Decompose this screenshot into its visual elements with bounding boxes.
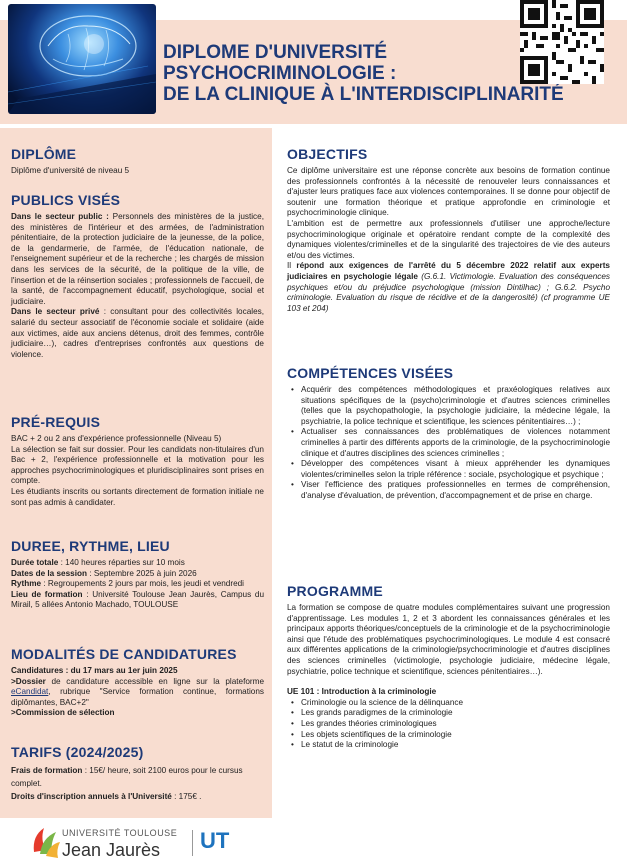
ue-item: • Les grandes théories criminologiques <box>289 719 610 730</box>
brain-illustration <box>8 4 156 114</box>
section-modalites <box>11 646 264 719</box>
duree-rythme-label: Rythme <box>11 579 42 589</box>
publics-private-label: Dans le secteur privé <box>11 307 100 317</box>
duree-lieu-label: Lieu de formation <box>11 589 83 599</box>
duree-total-text: : 140 heures réparties sur 10 mois <box>58 558 185 567</box>
tarifs-heading: TARIFS (2024/2025) <box>11 744 144 760</box>
duree-total <box>11 558 264 569</box>
tarifs-frais-label: Frais de formation <box>11 766 83 775</box>
section-prerequis <box>11 414 264 508</box>
university-name-line-1: UNIVERSITÉ TOULOUSE <box>62 828 178 838</box>
tarifs-droits-label: Droits d'inscription annuels à l'Université <box>11 792 172 801</box>
section-duree <box>11 538 264 611</box>
section-objectifs <box>287 146 610 314</box>
modalites-candidatures <box>11 666 264 677</box>
programme-heading: PROGRAMME <box>287 583 383 599</box>
publics-public-text: Personnels des ministères de la justice, des ministères de l'intérieur et des armées, de l'administration pénitentiaire, de la protection judiciaire de la jeunesse, de la police, de la gendarmerie, de l'armée, de l'éducation nationale, de l'enseignement supérieur et de la recherche ; les chargés de mission dans les services de la sécurité, de la politique de la ville, de l'insertion et de la réinsertion sociales ; professionnels de l'accueil, de la santé, de l'accompagnement éducatif, psychologique, social et judiciaire. <box>11 212 264 306</box>
qr-code[interactable] <box>520 0 604 84</box>
tarifs-frais-text: : 15€/ heure, soit 2100 euros pour le cursus complet. <box>11 766 243 788</box>
publics-private-paragraph <box>11 307 264 360</box>
objectifs-heading: OBJECTIFS <box>287 146 368 162</box>
diplome-heading: DIPLÔME <box>11 146 77 162</box>
duree-dates-label: Dates de la session <box>11 568 87 578</box>
duree-heading: DUREE, RYTHME, LIEU <box>11 538 170 554</box>
ue-title: UE 101 : Introduction à la criminologie <box>287 687 437 697</box>
publics-private-text: : consultant pour des collectivités locales, salarié du secteur associatif de l'économie sociale et solidaire (aide aux victimes, aide aux anciens détenus, droit des femmes, contrôle judiciaire…), cadres d'entreprises confrontés aux questions de violence. <box>11 307 264 359</box>
ue-item: • Le statut de la criminologie <box>289 740 610 751</box>
duree-lieu-text: : Université Toulouse Jean Jaurès, Campus du Mirail, 5 allées Antonio Machado, TOULOUSE <box>11 589 265 610</box>
title-line-3: DE LA CLINIQUE À L'INTERDISCIPLINARITÉ <box>163 84 564 105</box>
section-publics <box>11 192 264 360</box>
prerequis-line-1: BAC + 2 ou 2 ans d'expérience professionnelle (Niveau 5) <box>11 434 222 443</box>
prerequis-heading: PRÉ-REQUIS <box>11 414 101 430</box>
section-programme <box>287 583 610 751</box>
title-line-1: DIPLOME D'UNIVERSITÉ <box>163 42 388 63</box>
duree-rythme <box>11 579 264 590</box>
tarifs-droits <box>11 790 264 803</box>
section-competences <box>287 365 610 502</box>
header <box>0 0 627 124</box>
modalites-dossier-text-1: de candidature accessible en ligne sur la plateforme <box>45 676 264 686</box>
title-line-2: PSYCHOCRIMINOLOGIE : <box>163 63 397 84</box>
ue-item: • Les objets scientifiques de la criminologie <box>289 730 610 741</box>
objectifs-p3-italic: (G.6.1. Victimologie. Evaluation des conséquences psychiques et/ou du préjudice psychologique (mission Dintilhac) ; G.6.2. Psycho criminologie. Evaluation du risque de récidive et de la dangerosité) (cf programme UE 103 et 204) <box>287 271 610 313</box>
prerequis-line-3: Les étudiants inscrits ou sortants directement de formation initiale ne sont pas admis à candidater. <box>11 486 264 507</box>
ue-item: • Criminologie ou la science de la délinquance <box>289 698 610 709</box>
competence-item: • Actualiser ses connaissances des problématiques de violences notamment criminelles à partir des différents apports de la criminologie, de la psychocriminologie clinique et d'autres disciplines des sciences criminelles ; <box>289 427 610 459</box>
diplome-text: Diplôme d'université de niveau 5 <box>11 166 130 175</box>
university-name-line-2: Jean Jaurès <box>62 840 161 860</box>
section-diplome <box>11 146 264 177</box>
section-tarifs <box>11 744 264 803</box>
publics-heading: PUBLICS VISÉS <box>11 192 121 208</box>
objectifs-p3-bold: répond aux exigences de l'arrêté du 5 décembre 2022 relatif aux experts judiciaires en psychologie légale <box>287 261 610 281</box>
modalites-dossier-text-2: , rubrique "Service formation continue, formations diplômantes, BAC+2" <box>11 687 264 707</box>
objectifs-p3-start: Il <box>287 261 297 271</box>
tarifs-droits-text: : 175€ . <box>171 792 202 801</box>
objectifs-paragraph-3 <box>287 261 610 314</box>
competence-item: • Acquérir des compétences méthodologiques et praxéologiques relatives aux situations spécifiques de la (psycho)criminologie et d'autres sciences criminelles (telles que la psychopathologie, la psychologie judiciaire, la médecine légale, la psychiatrie, la police technique et scientifique, les sciences pénitentiaires…) ; <box>289 385 610 427</box>
ue-list <box>287 698 610 751</box>
modalites-heading: MODALITÉS DE CANDIDATURES <box>11 646 237 662</box>
objectifs-paragraph-1: Ce diplôme universitaire est une réponse concrète aux besoins de formation continue des professionnels confrontés à la nécessité de renouveler leurs connaissances et d'ajuster leurs pratiques face aux violences contemporaines. Il se donne pour objectif de soutenir une formation théorique et pratique approfondie en criminologie et psychocriminologie clinique. <box>287 166 610 218</box>
competences-heading: COMPÉTENCES VISÉES <box>287 365 454 381</box>
modalites-commission <box>11 708 264 719</box>
publics-public-label: Dans le secteur public : <box>11 212 109 221</box>
modalites-commission-text: >Commission de sélection <box>11 708 115 718</box>
publics-public-paragraph <box>11 212 264 307</box>
duree-dates <box>11 569 264 580</box>
modalites-dossier-label: >Dossier <box>11 676 46 686</box>
ue-item: • Les grands paradigmes de la criminologie <box>289 708 610 719</box>
logo-divider <box>192 830 193 856</box>
university-logo-icon <box>30 822 62 860</box>
competences-list <box>287 385 610 502</box>
modalites-dossier <box>11 677 264 709</box>
competence-item: • Développer des compétences visant à mieux appréhender les dynamiques violentes/criminelles selon la triple référence : sociale, psychologique et psychique ; <box>289 459 610 480</box>
prerequis-line-2: La sélection se fait sur dossier. Pour les candidats non-titulaires d'un Bac + 2, l'expérience professionnelle et la motivation pour les approches psychocriminologiques et pluridisciplinaires sont prises en compte. <box>11 444 264 486</box>
duree-rythme-text: : Regroupements 2 jours par mois, les jeudi et vendredi <box>41 579 245 589</box>
duree-lieu <box>11 590 264 611</box>
tarifs-frais <box>11 764 264 790</box>
competence-item: • Viser l'efficience des pratiques professionnelles en termes de compréhension, d'analyse d'évaluation, de prévention, d'accompagnement et de prise en charge. <box>289 480 610 501</box>
ut-logo: UT <box>200 828 230 853</box>
objectifs-paragraph-2: L'ambition est de permettre aux professionnels d'utiliser une approche/lecture psychocriminologique originale et opératoire rendant compte de la complexité des dynamiques violentes/criminelles et de la singularité des trajectoires de vie des auteurs et/ou des victimes. <box>287 218 610 260</box>
duree-dates-text: : Septembre 2025 à juin 2026 <box>87 568 197 578</box>
ecandidat-link[interactable]: eCandidat <box>11 687 49 697</box>
modalites-candidatures-text: Candidatures : du 17 mars au 1er juin 2025 <box>11 666 178 675</box>
duree-total-label: Durée totale <box>11 558 59 567</box>
programme-intro: La formation se compose de quatre modules complémentaires suivant une progression d'apprentissage. Les modules 1, 2 et 3 abordent les connaissances générales et les principaux apports théoriques/conceptuels de la criminologie et de la psychocriminologie ainsi que l'étude des problématiques psychocriminologiques. Le module 4 est consacré aux différentes applications de la criminologie/psychocriminologie et d'autres disciplines des sciences criminelles (victimologie, psychologie judiciaire, médecine légale, psychiatrie, police technique et scientifique, sciences pénitentiaires…). <box>287 603 610 676</box>
